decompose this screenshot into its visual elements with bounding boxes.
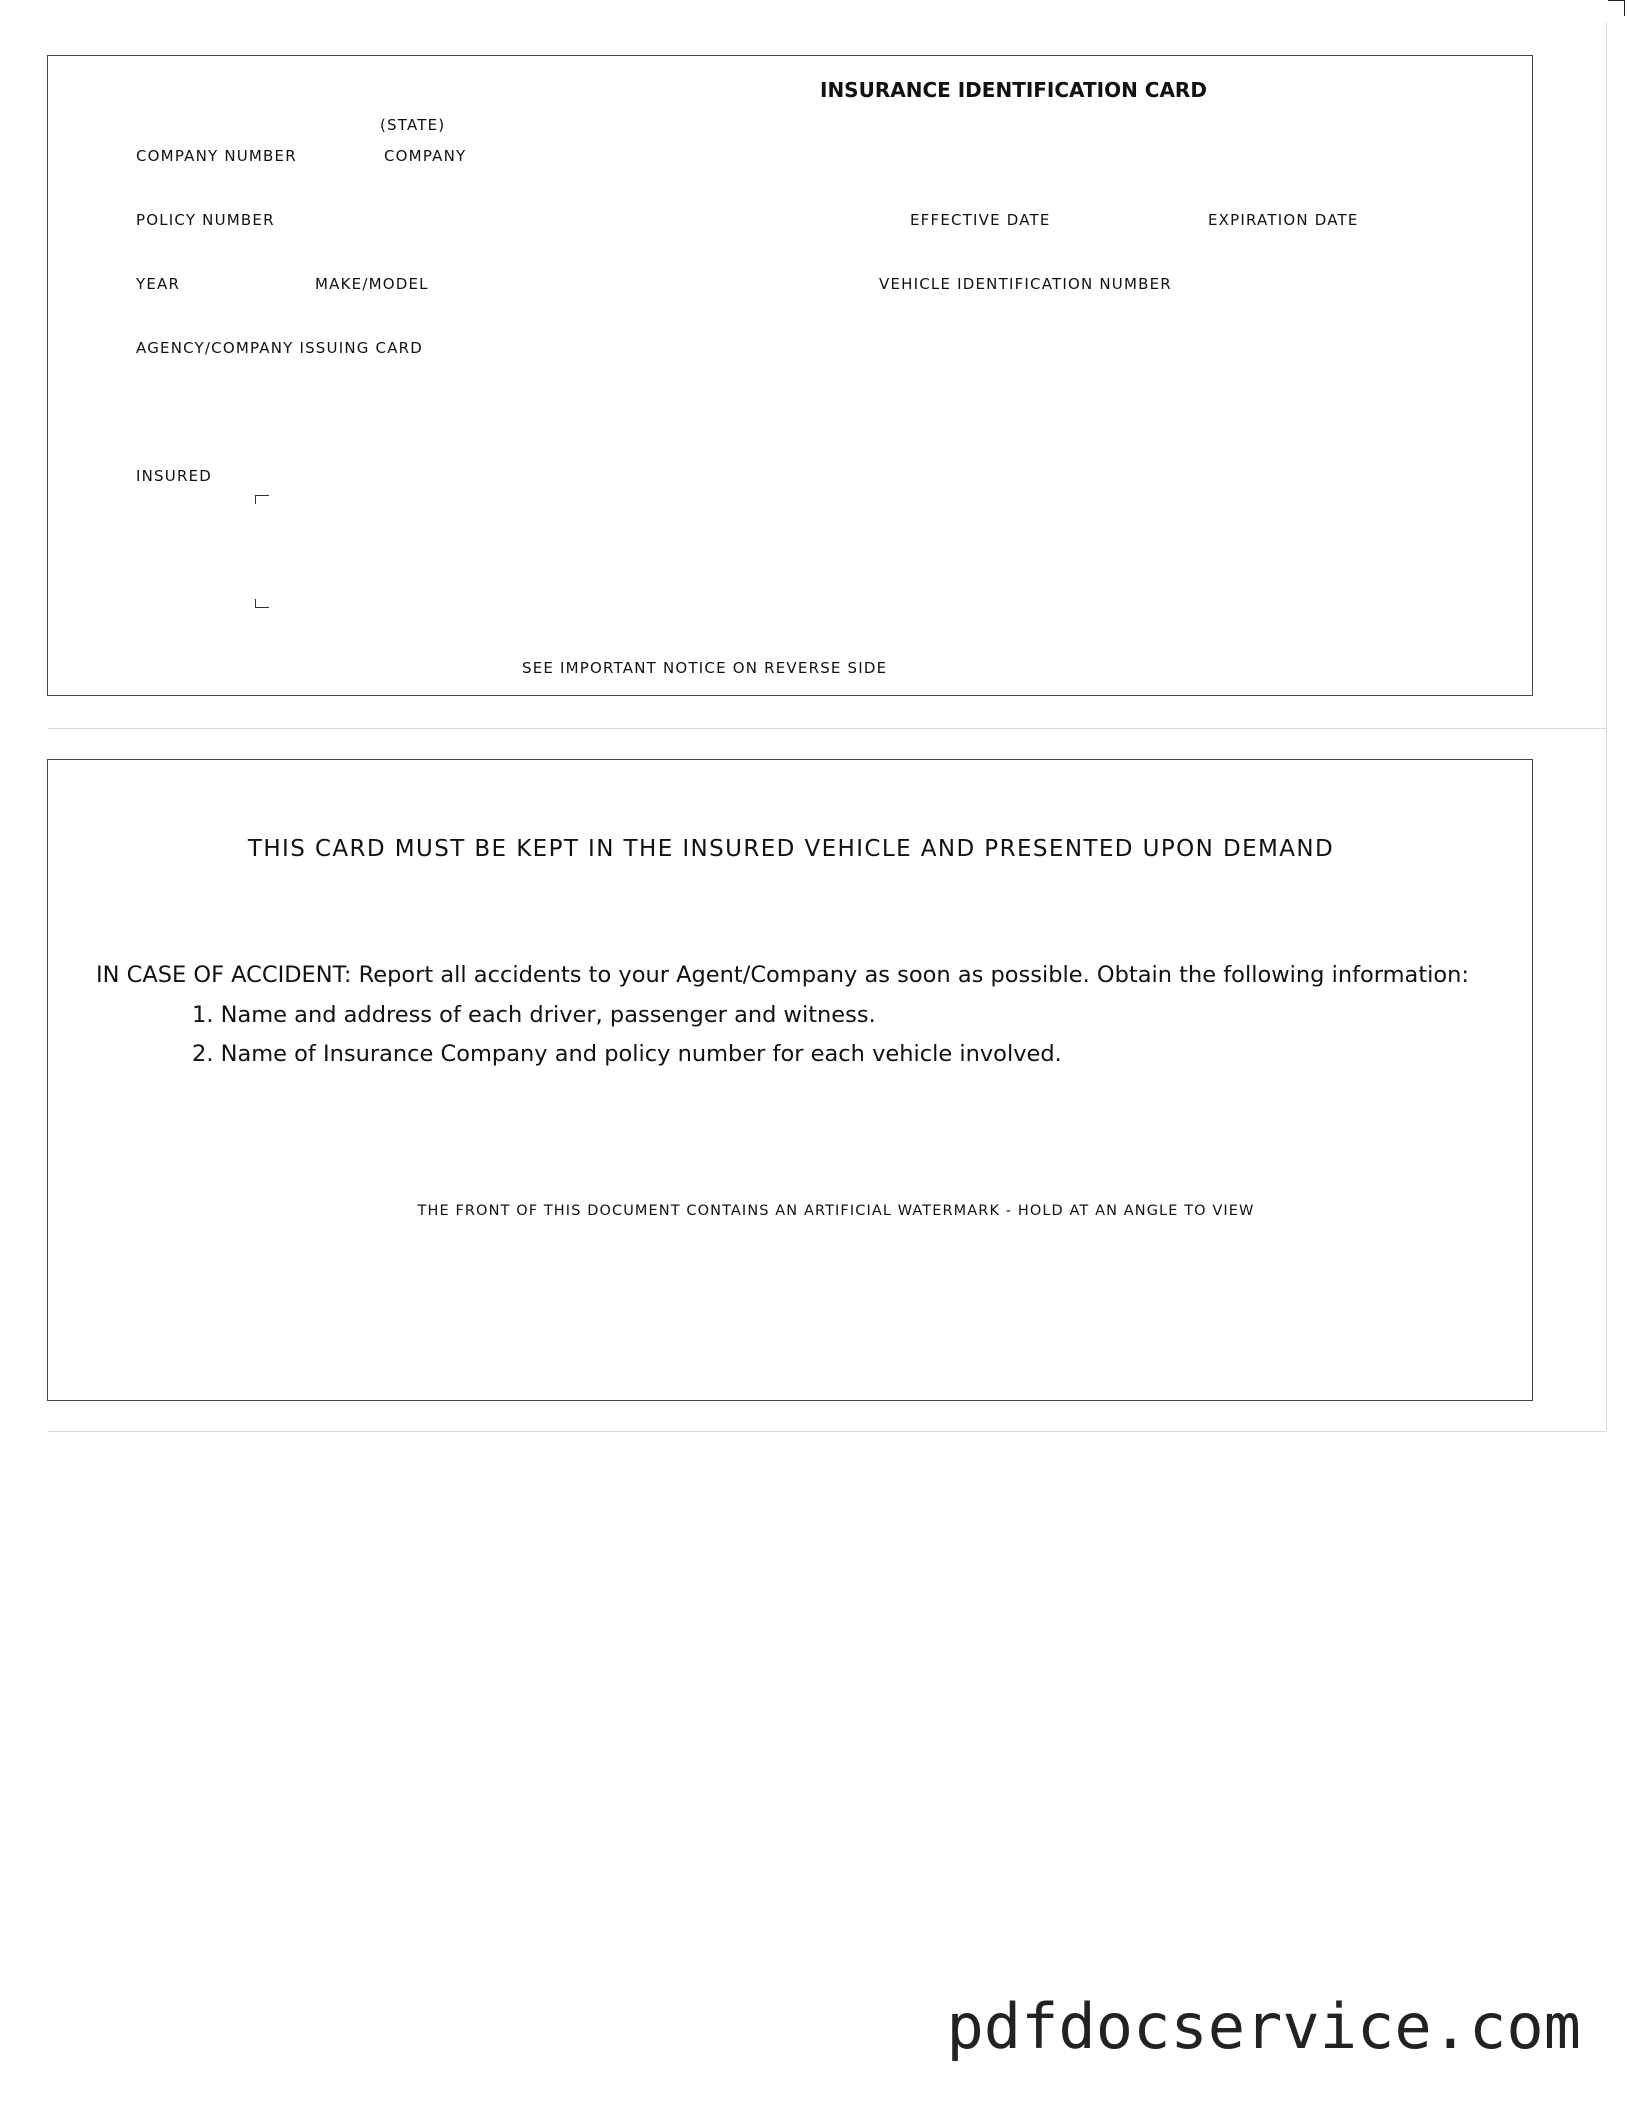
- card-divider-line: [48, 728, 1606, 729]
- card-title: INSURANCE IDENTIFICATION CARD: [820, 78, 1207, 102]
- make-model-label: MAKE/MODEL: [315, 275, 429, 293]
- effective-date-label: EFFECTIVE DATE: [910, 211, 1051, 229]
- reverse-side-notice: SEE IMPORTANT NOTICE ON REVERSE SIDE: [522, 659, 888, 677]
- expiration-date-label: EXPIRATION DATE: [1208, 211, 1359, 229]
- site-watermark: pdfdocservice.com: [946, 1990, 1581, 2063]
- state-label: (STATE): [380, 116, 446, 134]
- company-label: COMPANY: [384, 147, 467, 165]
- year-label: YEAR: [136, 275, 181, 293]
- page-corner-mark: [1608, 0, 1625, 16]
- issuing-agency-label: AGENCY/COMPANY ISSUING CARD: [136, 339, 424, 357]
- vin-label: VEHICLE IDENTIFICATION NUMBER: [879, 275, 1172, 293]
- info-list-item: 2. Name of Insurance Company and policy number for each vehicle involved.: [192, 1041, 1062, 1067]
- page-bottom-line: [48, 1431, 1606, 1432]
- insurance-card-back: [47, 759, 1533, 1401]
- accident-instructions: IN CASE OF ACCIDENT: Report all accidents to your Agent/Company as soon as possible. Obtain the following information:: [96, 962, 1470, 988]
- watermark-notice: THE FRONT OF THIS DOCUMENT CONTAINS AN ARTIFICIAL WATERMARK - HOLD AT AN ANGLE TO VIEW: [417, 1203, 1255, 1219]
- info-list-item: 1. Name and address of each driver, passenger and witness.: [192, 1002, 876, 1028]
- address-window-top-bracket: [255, 495, 269, 504]
- keep-in-vehicle-heading: THIS CARD MUST BE KEPT IN THE INSURED VEHICLE AND PRESENTED UPON DEMAND: [247, 836, 1335, 862]
- address-window-bottom-bracket: [255, 599, 269, 608]
- insurance-card-front: [47, 55, 1533, 696]
- company-number-label: COMPANY NUMBER: [136, 147, 297, 165]
- policy-number-label: POLICY NUMBER: [136, 211, 275, 229]
- insured-label: INSURED: [136, 467, 212, 485]
